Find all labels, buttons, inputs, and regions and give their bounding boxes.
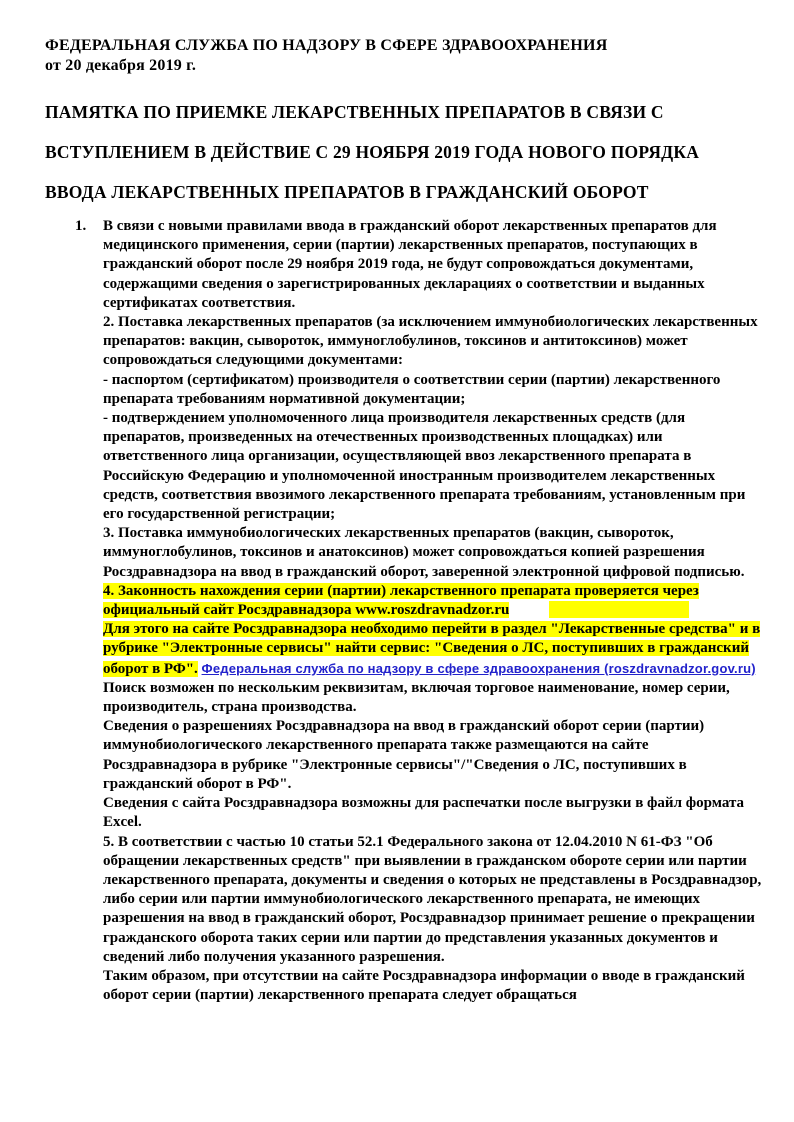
text-segment: Сведения с сайта Росздравнадзора возможны для распечатки после выгрузки в файл формата Excel. [103,795,745,831]
highlighted-text: Для этого на сайте Росздравнадзора необходимо перейти в раздел "Лекарственные средства" и в рубрике "Электронные сервисы" найти сервис: "Сведения о ЛС, поступивших в гражданский оборот в РФ". [103,621,761,677]
text-segment: Сведения о разрешениях Росздравнадзора на ввод в гражданский оборот серии (партии) иммунобиологического лекарственного препарата также размещаются на сайте Росздравнадзора в рубрике "Электронные сервисы"/"Сведения о ЛС, поступивших в гражданский оборот в РФ". [103,718,705,792]
paragraph [103,217,765,313]
paragraph [103,833,765,967]
document-body [45,217,762,1005]
text-segment: Таким образом, при отсутствии на сайте Росздравнадзора информации о вводе в гражданский оборот серии (партии) лекарственного препарата следует обращаться [103,967,745,1004]
paragraph [103,524,765,582]
text-segment: 3. Поставка иммунобиологических лекарственных препаратов (вакцин, сывороток, иммуноглобулинов, токсинов и анатоксинов) может сопровождаться копией разрешения Росздравнадзора на ввод в гражданский оборот, заверенной электронной цифровой подписью. [103,525,745,580]
highlighted-text: 4. Законность нахождения серии (партии) лекарственного препарата проверяется через официальный сайт Росздравнадзора www.roszdravnadzor.ru [103,582,699,619]
document-date: от 20 декабря 2019 г. [45,57,197,74]
highlight-strip [549,601,689,618]
document-header [45,36,750,76]
text-segment: 5. В соответствии с частью 10 статьи 52.1 Федерального закона от 12.04.2010 N 61-ФЗ "Об обращении лекарственных средств" при выявлении в гражданском обороте серии или партии лекарственного препарата, документы и сведения о которых не представлены в Росздравнадзор, либо серии или партии иммунобиологического лекарственного препарата, не имеющих разрешения на ввод в гражданский оборот, Росздравнадзор принимает решение о прекращении гражданского оборота таких серии или партии до представления указанных документов и сведений либо получения указанного разрешения. [103,833,762,965]
text-segment: В связи с новыми правилами ввода в гражданский оборот лекарственных препаратов для медицинского применения, серии (партии) лекарственных препаратов, поступающих в гражданский оборот после 29 ноября 2019 года, не будут сопровождаться документами, содержащими сведения о зарегистрированных декларациях о соответствии и выданных сертификатах соответствия. [103,218,717,311]
list-item-number: 1. [75,218,87,234]
highlight-gap [509,601,549,618]
paragraph [103,717,765,794]
text-segment: - паспортом (сертификатом) производителя о соответствии серии (партии) лекарственного препарата требованиям нормативной документации; [103,371,721,407]
agency-name: ФЕДЕРАЛЬНАЯ СЛУЖБА ПО НАДЗОРУ В СФЕРЕ ЗДРАВООХРАНЕНИЯ [45,37,608,54]
paragraph [103,679,765,717]
roszdravnadzor-link[interactable]: Федеральная служба по надзору в сфере здравоохранения (roszdravnadzor.gov.ru) [201,660,756,676]
text-segment: - подтверждением уполномоченного лица производителя лекарственных средств (для препаратов, произведенных на отечественных производственных площадках) или ответственного лица организации, осуществляющей ввоз лекарственного препарата в Российскую Федерацию и уполномоченной иностранным производителем лекарственных средств, соответствия ввозимого лекарственного препарата требованиям, установленным при его государственной регистрации; [103,410,746,523]
paragraph [103,582,765,620]
paragraph [103,371,765,409]
paragraph [103,794,765,832]
paragraph [103,409,765,524]
body-text [103,217,765,1005]
text-segment: Поиск возможен по нескольким реквизитам, включая торговое наименование, номер серии, производитель, страна производства. [103,679,730,716]
title-line-1: ПАМЯТКА ПО ПРИЕМКЕ ЛЕКАРСТВЕННЫХ ПРЕПАРАТОВ В СВЯЗИ С [45,102,664,122]
paragraph [103,967,765,1005]
paragraph [103,620,765,679]
text-segment: 2. Поставка лекарственных препаратов (за исключением иммунобиологических лекарственных препаратов: вакцин, сывороток, иммуноглобулинов, токсинов и антитоксинов) может сопровождаться следующими документами: [103,314,758,369]
paragraph [103,313,765,371]
document-title [45,92,745,212]
title-line-3: ВВОДА ЛЕКАРСТВЕННЫХ ПРЕПАРАТОВ В ГРАЖДАНСКИЙ ОБОРОТ [45,182,649,202]
title-line-2: ВСТУПЛЕНИЕМ В ДЕЙСТВИЕ С 29 НОЯБРЯ 2019 ГОДА НОВОГО ПОРЯДКА [45,142,700,162]
